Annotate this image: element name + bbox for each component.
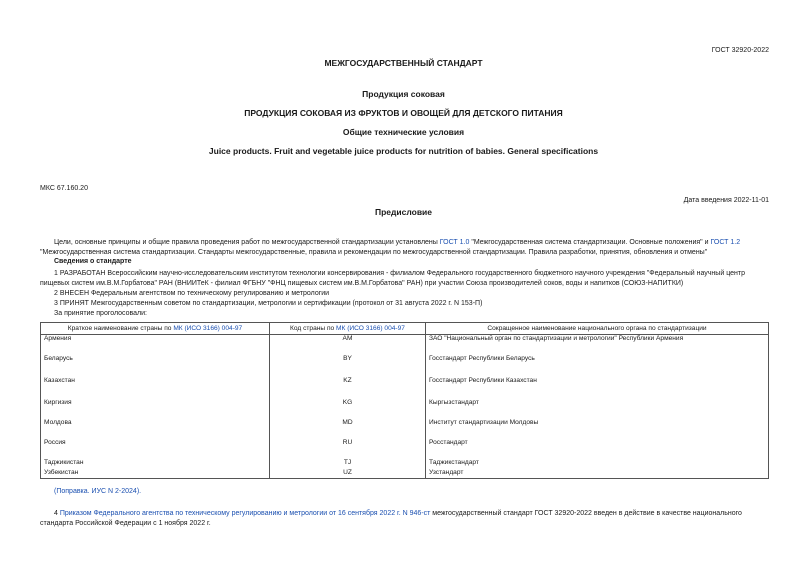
country-name: Россия [41, 439, 270, 459]
document-subtitle: Общие технические условия [342, 127, 465, 137]
gost-1-0-link[interactable]: ГОСТ 1.0 [439, 239, 470, 246]
table-row [41, 399, 769, 419]
country-code: RU [270, 439, 426, 459]
standards-body: Росстандарт [426, 439, 769, 459]
document-title-english: Juice products. Fruit and vegetable juice products for nutrition of babies. General specifications [208, 146, 599, 156]
country-code: UZ [270, 469, 426, 479]
introduction-date: Дата введения 2022-11-01 [683, 197, 769, 204]
foreword-text-end: "Межгосударственная система стандартизации. Стандарты межгосударственные, правила и рекомендации по межгосударственной стандартизации. Правила разработки, принятия, обновления и отмены" [40, 249, 708, 256]
standards-body: Госстандарт Республики Казахстан [426, 377, 769, 399]
table-row [41, 335, 769, 355]
amendment-link[interactable]: (Поправка. ИУС N 2-2024). [54, 488, 142, 495]
mk-iso-link[interactable]: МК (ИСО 3166) 004-97 [173, 325, 243, 332]
country-name: Казахстан [41, 377, 270, 399]
standards-body: ЗАО "Национальный орган по стандартизации и метрологии" Республики Армения [426, 335, 769, 355]
country-code: AM [270, 335, 426, 355]
item-2-introduced: 2 ВНЕСЕН Федеральным агентством по техническому регулированию и метрологии [54, 290, 330, 297]
item-3-adopted: 3 ПРИНЯТ Межгосударственным советом по стандартизации, метрологии и сертификации (протокол от 31 августа 2022 г. N 153-П) [54, 300, 483, 307]
item-4-enactment: 4 Приказом Федерального агентства по техническому регулированию и метрологии от 16 сентября 2022 г. N 946-ст межгосударственный стандарт ГОСТ 32920-2022 введен в действие в качестве национального стандарта Российской Федерации с 1 ноября 2022 г. [40, 510, 742, 527]
item-4-text: межгосударственный стандарт ГОСТ 32920-2022 введен в действие в качестве национального стандарта Российской Федерации с 1 ноября 2022 г. [40, 510, 742, 527]
table-row [41, 419, 769, 439]
table-row [41, 355, 769, 377]
foreword-heading: Предисловие [374, 207, 433, 217]
header-country-name: Краткое наименование страны по МК (ИСО 3166) 004-97 [41, 323, 270, 335]
country-code: MD [270, 419, 426, 439]
gost-1-2-link[interactable]: ГОСТ 1.2 [710, 239, 741, 246]
country-name: Узбекистан [41, 469, 270, 479]
standards-body: Институт стандартизации Молдовы [426, 419, 769, 439]
table-row [41, 459, 769, 469]
product-group: Продукция соковая [362, 89, 445, 99]
country-name: Молдова [41, 419, 270, 439]
header-country-code: Код страны по МК (ИСО 3166) 004-97 [270, 323, 426, 335]
standards-body: Госстандарт Республики Беларусь [426, 355, 769, 377]
standard-type: МЕЖГОСУДАРСТВЕННЫЙ СТАНДАРТ [324, 58, 483, 68]
country-name: Киргизия [41, 399, 270, 419]
country-name: Таджикистан [41, 459, 270, 469]
foreword-text-mid: "Межгосударственная система стандартизации. Основные положения" и [469, 239, 711, 246]
header-standards-body: Сокращенное наименование национального органа по стандартизации [426, 323, 769, 335]
voted-label: За принятие проголосовали: [54, 310, 147, 317]
country-code: TJ [270, 459, 426, 469]
mks-code: МКС 67.160.20 [40, 185, 88, 192]
country-code: KG [270, 399, 426, 419]
foreword-text-start: Цели, основные принципы и общие правила проведения работ по межгосударственной стандартизации установлены [54, 239, 440, 246]
table-header-row [41, 323, 769, 335]
item-1-developed: 1 РАЗРАБОТАН Всероссийским научно-исследовательским институтом технологии консервирования - филиалом Федерального государственного бюджетного научного учреждения "Федеральный научный центр пищевых систем им.В.М.Горбатова" РАН (ВНИИТеК - филиал ФГБНУ "ФНЦ пищевых систем им.В.М.Горбатова" РАН) при участии Союза производителей соков, воды и напитков (СОЮЗ-НАПИТКИ) [40, 270, 745, 287]
info-heading: Сведения о стандарте [54, 258, 132, 265]
document-title: ПРОДУКЦИЯ СОКОВАЯ ИЗ ФРУКТОВ И ОВОЩЕЙ ДЛЯ ДЕТСКОГО ПИТАНИЯ [244, 108, 563, 118]
table-row [41, 377, 769, 399]
country-name: Беларусь [41, 355, 270, 377]
table-row [41, 439, 769, 459]
country-code: KZ [270, 377, 426, 399]
foreword-paragraph [40, 238, 770, 258]
standards-body: Кыргызстандарт [426, 399, 769, 419]
standards-body: Таджикстандарт [426, 459, 769, 469]
enactment-order-link[interactable]: Приказом Федерального агентства по техническому регулированию и метрологии от 16 сентября 2022 г. N 946-ст [59, 510, 431, 517]
standards-body: Узстандарт [426, 469, 769, 479]
document-number: ГОСТ 32920-2022 [711, 47, 769, 54]
member-countries-table [40, 322, 769, 479]
mk-iso-link[interactable]: МК (ИСО 3166) 004-97 [336, 325, 405, 332]
table-row [41, 469, 769, 479]
country-name: Армения [41, 335, 270, 355]
country-code: BY [270, 355, 426, 377]
